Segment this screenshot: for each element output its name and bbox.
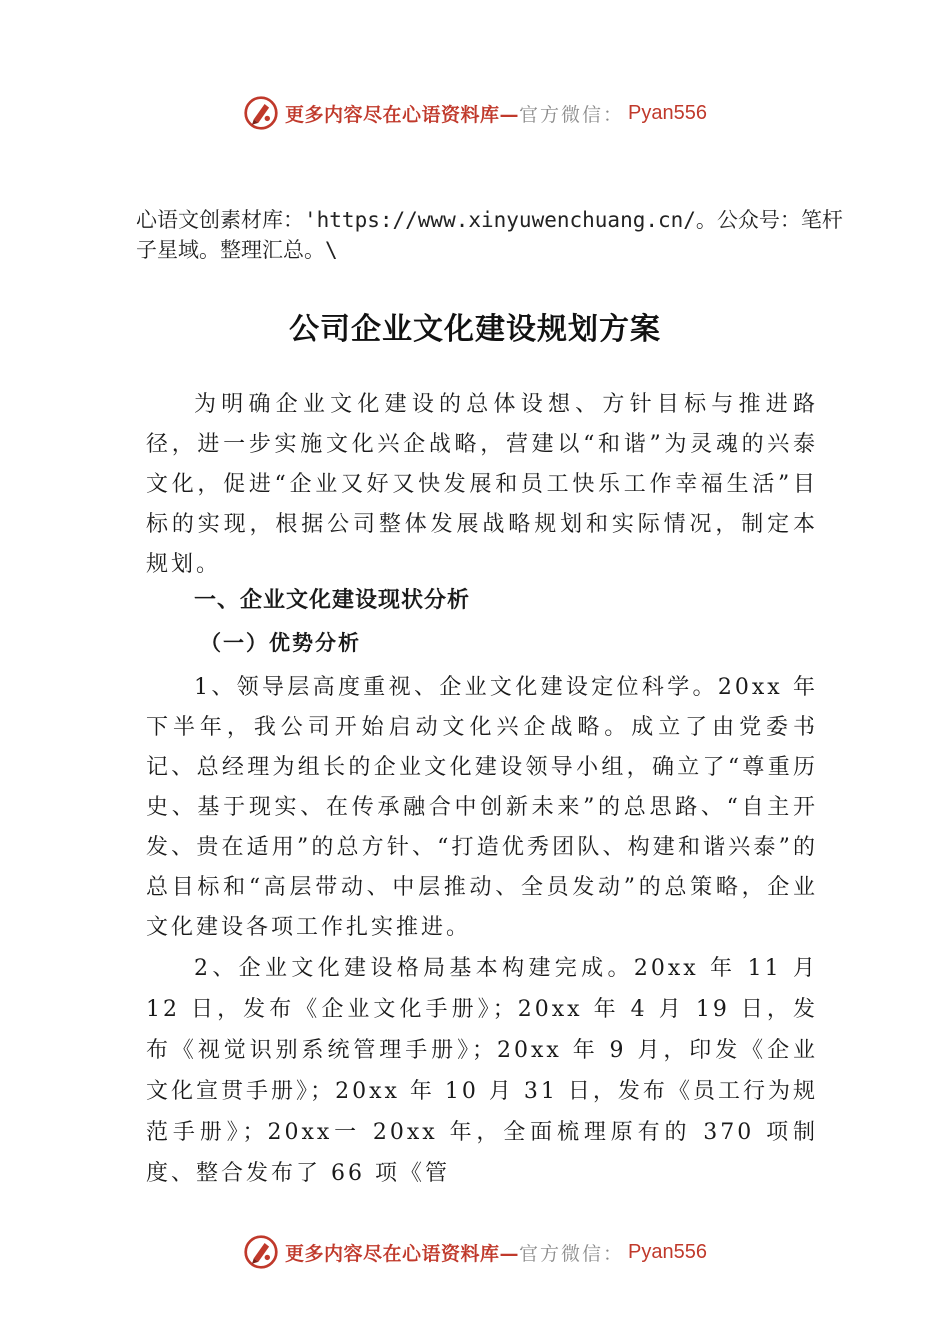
banner-wechat-label: 官方微信： xyxy=(519,1242,625,1265)
subsection-heading: （一）优势分析 xyxy=(200,631,361,655)
header-banner xyxy=(0,93,950,133)
body-paragraph-2: 2、企业文化建设格局基本构建完成。20xx 年 11 月 12 日，发布《企业文化手册》；20xx 年 4 月 19 日，发布《视觉识别系统管理手册》；20xx 年 9 月，印发《企业文化宣贯手册》；20xx 年 10 月 31 日，发布《员工行为规范手册》；20xx一 20xx 年，全面梳理原有的 370 项制度、整合发布了 66 项《管 xyxy=(146,956,818,1186)
intro-paragraph: 为明确企业文化建设的总体设想、方针目标与推进路径，进一步实施文化兴企战略，营建以“和谐”为灵魂的兴泰文化，促进“企业又好又快发展和员工快乐工作幸福生活”目标的实现，根据公司整体发展战略规划和实际情况，制定本规划。 xyxy=(146,392,818,577)
banner-wechat-id: Pyan556 xyxy=(628,1240,707,1263)
body-paragraph-1: 1、领导层高度重视、企业文化建设定位科学。20xx 年下半年，我公司开始启动文化兴企战略。成立了由党委书记、总经理为组长的企业文化建设领导小组，确立了“尊重历史、基于现实、在传承融合中创新未来”的总思路、“自主开发、贵在适用”的总方针、“打造优秀团队、构建和谐兴泰”的总目标和“高层带动、中层推动、全员发动”的总策略，企业文化建设各项工作扎实推进。 xyxy=(146,675,818,940)
footer-banner xyxy=(0,1232,950,1272)
pen-seal-logo-icon xyxy=(243,1234,279,1270)
source-note: 心语文创素材库：'https://www.xinyuwenchuang.cn/。公众号：笔杆子星域。整理汇总。\ xyxy=(136,208,843,262)
banner-slogan: 更多内容尽在心语资料库— xyxy=(285,1242,520,1265)
pen-seal-logo-icon xyxy=(243,95,279,131)
document-title: 公司企业文化建设规划方案 xyxy=(289,312,661,347)
section-heading: 一、企业文化建设现状分析 xyxy=(194,588,471,613)
banner-slogan: 更多内容尽在心语资料库— xyxy=(285,103,520,126)
banner-wechat-label: 官方微信： xyxy=(519,103,625,126)
banner-wechat-id: Pyan556 xyxy=(628,101,707,124)
